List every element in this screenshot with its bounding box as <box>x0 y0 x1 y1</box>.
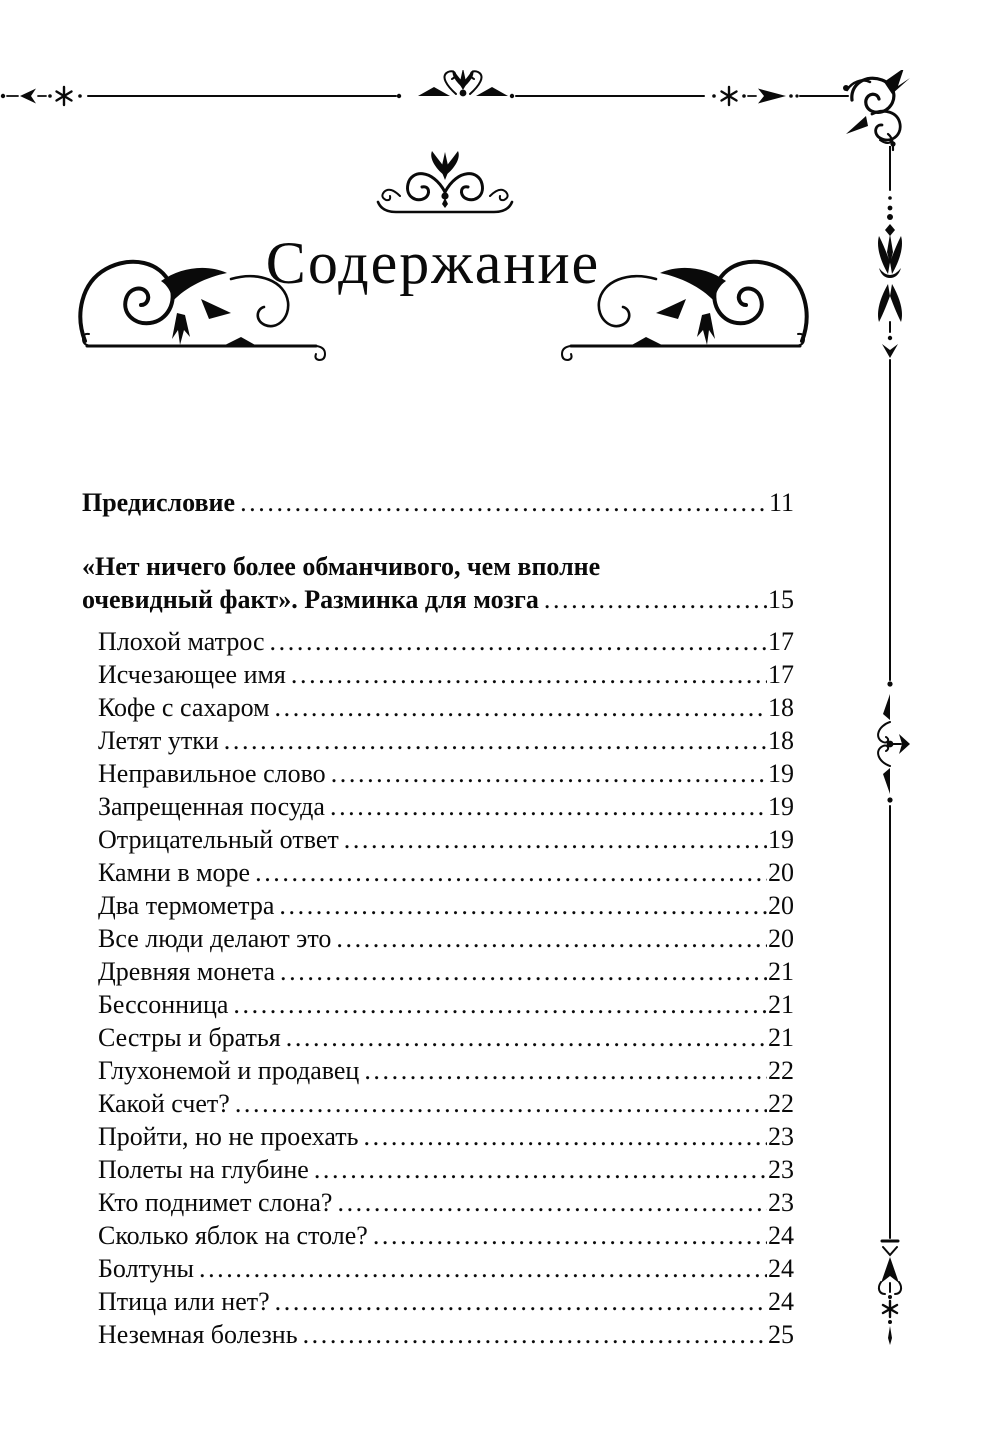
center-fleur-ornament-icon <box>397 70 514 98</box>
toc-entry <box>82 1285 794 1318</box>
toc-entry-label: Кто поднимет слона? <box>98 1188 333 1217</box>
toc-entry-row <box>98 1186 794 1219</box>
toc-entry-row <box>98 1219 794 1252</box>
toc-entry <box>82 856 794 889</box>
toc-entry-row <box>98 823 794 856</box>
toc-entry-row <box>98 856 794 889</box>
toc-leader-dots <box>255 856 767 889</box>
toc-entry <box>82 691 794 724</box>
toc-entry <box>82 1318 794 1351</box>
toc-entry-row <box>98 1087 794 1120</box>
toc-entry <box>82 955 794 988</box>
left-rule-ornament-icon <box>1 87 82 105</box>
right-rule-ornament-icon <box>712 87 798 105</box>
toc-entry-row <box>98 658 794 691</box>
toc-entry <box>82 823 794 856</box>
toc-entry-row <box>98 757 794 790</box>
toc-entry-label: Птица или нет? <box>98 1287 270 1316</box>
toc-entry-page: 20 <box>768 858 794 887</box>
toc-entry-page: 23 <box>768 1188 794 1217</box>
toc-entry-label: очевидный факт». Разминка для мозга <box>82 585 539 614</box>
right-border-middle-fleur-icon <box>878 681 910 802</box>
toc-entry <box>82 1120 794 1153</box>
toc-entry-label: Сколько яблок на столе? <box>98 1221 368 1250</box>
toc-entry-label: Отрицательный ответ <box>98 825 339 854</box>
toc-entry-row <box>98 1285 794 1318</box>
toc-entry-label: Глухонемой и продавец <box>98 1056 360 1085</box>
toc-entry <box>82 1087 794 1120</box>
toc-entry-page: 24 <box>768 1221 794 1250</box>
toc-entry-page: 22 <box>768 1056 794 1085</box>
toc-entry-row <box>98 1252 794 1285</box>
toc-entry-page: 19 <box>768 825 794 854</box>
toc-leader-dots <box>240 486 768 519</box>
toc-entry-page: 22 <box>768 1089 794 1118</box>
toc-leader-dots <box>344 823 767 856</box>
toc-entry-page: 19 <box>768 759 794 788</box>
toc-entry-label: Неправильное слово <box>98 759 326 788</box>
toc-entry-page: 20 <box>768 924 794 953</box>
toc-entry-label: Исчезающее имя <box>98 660 286 689</box>
toc-entry-row <box>98 955 794 988</box>
toc-leader-dots <box>279 889 767 922</box>
ornamental-rule-icon <box>0 70 915 154</box>
toc-leader-dots <box>275 1285 767 1318</box>
title-flourish-left-icon <box>73 253 329 365</box>
toc-entry-page: 21 <box>768 957 794 986</box>
toc-entry-page: 23 <box>768 1155 794 1184</box>
toc-entry-page: 17 <box>768 660 794 689</box>
right-border-bottom-finial-icon <box>879 1241 901 1345</box>
toc-leader-dots <box>280 955 767 988</box>
toc-leader-dots <box>544 583 767 616</box>
toc-entry-label: Все люди делают это <box>98 924 332 953</box>
toc-entry <box>82 625 794 658</box>
toc-leader-dots <box>364 1054 767 1087</box>
toc-entry-label: Какой счет? <box>98 1089 230 1118</box>
toc-entry-row <box>98 988 794 1021</box>
toc-entry-label: Полеты на глубине <box>98 1155 309 1184</box>
toc-entry-page: 17 <box>768 627 794 656</box>
toc-entry-label: Бессонница <box>98 990 229 1019</box>
toc-entry-row <box>98 922 794 955</box>
toc-entry <box>82 922 794 955</box>
toc-entry-label: Пройти, но не проехать <box>98 1122 359 1151</box>
toc-entry-page: 25 <box>768 1320 794 1349</box>
toc-entry <box>82 790 794 823</box>
toc-entry-row <box>98 1021 794 1054</box>
toc-entry-page: 15 <box>768 585 794 614</box>
toc-entry <box>82 757 794 790</box>
toc-entry-label: Запрещенная посуда <box>98 792 325 821</box>
page-title: Содержание <box>265 230 601 296</box>
toc-leader-dots <box>337 1186 767 1219</box>
crown-flourish-icon <box>374 150 516 222</box>
toc-entry-row <box>82 486 794 519</box>
toc-leader-dots <box>235 1087 767 1120</box>
toc-entry-label: Два термометра <box>98 891 275 920</box>
toc-entry <box>82 724 794 757</box>
toc-entry-label: Камни в море <box>98 858 251 887</box>
toc-entry <box>82 1252 794 1285</box>
toc-list <box>82 486 794 1351</box>
toc-leader-dots <box>286 1021 767 1054</box>
toc-entry-row <box>98 691 794 724</box>
toc-entry <box>82 1054 794 1087</box>
toc-entry-page: 11 <box>768 488 794 517</box>
toc-entry-row <box>98 1054 794 1087</box>
corner-flourish-icon <box>843 70 910 150</box>
toc-entry-row <box>98 724 794 757</box>
toc-leader-dots <box>373 1219 767 1252</box>
toc-leader-dots <box>275 691 767 724</box>
toc-entry <box>82 1153 794 1186</box>
toc-leader-dots <box>314 1153 767 1186</box>
toc-entry-label: Летят утки <box>98 726 219 755</box>
toc-leader-dots <box>364 1120 767 1153</box>
toc-entry <box>82 550 794 616</box>
toc-leader-dots <box>224 724 767 757</box>
toc-entry-row <box>98 889 794 922</box>
toc-entry-page: 24 <box>768 1287 794 1316</box>
toc-entry-label: Болтуны <box>98 1254 194 1283</box>
toc-entry-label: Предисловие <box>82 488 236 517</box>
toc-entry-label: Неземная болезнь <box>98 1320 298 1349</box>
toc-leader-dots <box>303 1318 767 1351</box>
toc-entry-label: Кофе с сахаром <box>98 693 270 722</box>
toc-leader-dots <box>233 988 767 1021</box>
toc-entry-row <box>98 790 794 823</box>
toc-entry-extra-lines <box>82 550 794 583</box>
toc-entry <box>82 889 794 922</box>
toc-entry-label: Плохой матрос <box>98 627 265 656</box>
toc-entry-row <box>98 1120 794 1153</box>
toc-entry-page: 21 <box>768 990 794 1019</box>
toc-entry <box>82 1219 794 1252</box>
toc-entry <box>82 1186 794 1219</box>
toc-leader-dots <box>336 922 767 955</box>
toc-leader-dots <box>331 757 767 790</box>
toc-leader-dots <box>291 658 767 691</box>
toc-entry <box>82 486 794 519</box>
toc-leader-dots <box>199 1252 767 1285</box>
toc-entry-row <box>98 1153 794 1186</box>
toc-entry <box>82 1021 794 1054</box>
title-flourish-right-icon <box>558 253 814 365</box>
toc-entry-row <box>82 583 794 616</box>
toc-entry-row <box>98 625 794 658</box>
toc-entry-page: 18 <box>768 726 794 755</box>
toc-entry <box>82 988 794 1021</box>
toc-entry <box>82 658 794 691</box>
toc-leader-dots <box>270 625 767 658</box>
toc-leader-dots <box>330 790 767 823</box>
toc-entry-row <box>98 1318 794 1351</box>
toc-entry-page: 20 <box>768 891 794 920</box>
toc-entry-page: 24 <box>768 1254 794 1283</box>
toc-entry-label: Сестры и братья <box>98 1023 281 1052</box>
toc-entry-label: Древняя монета <box>98 957 276 986</box>
right-border-line <box>868 146 912 1350</box>
top-border-ornament <box>0 70 915 154</box>
toc-entry-page: 18 <box>768 693 794 722</box>
right-border-top-finial-icon <box>878 196 902 358</box>
toc-entry-page: 19 <box>768 792 794 821</box>
toc-entry-page: 23 <box>768 1122 794 1151</box>
toc-entry-page: 21 <box>768 1023 794 1052</box>
toc-entry-line: «Нет ничего более обманчивого, чем вполне <box>82 552 601 581</box>
